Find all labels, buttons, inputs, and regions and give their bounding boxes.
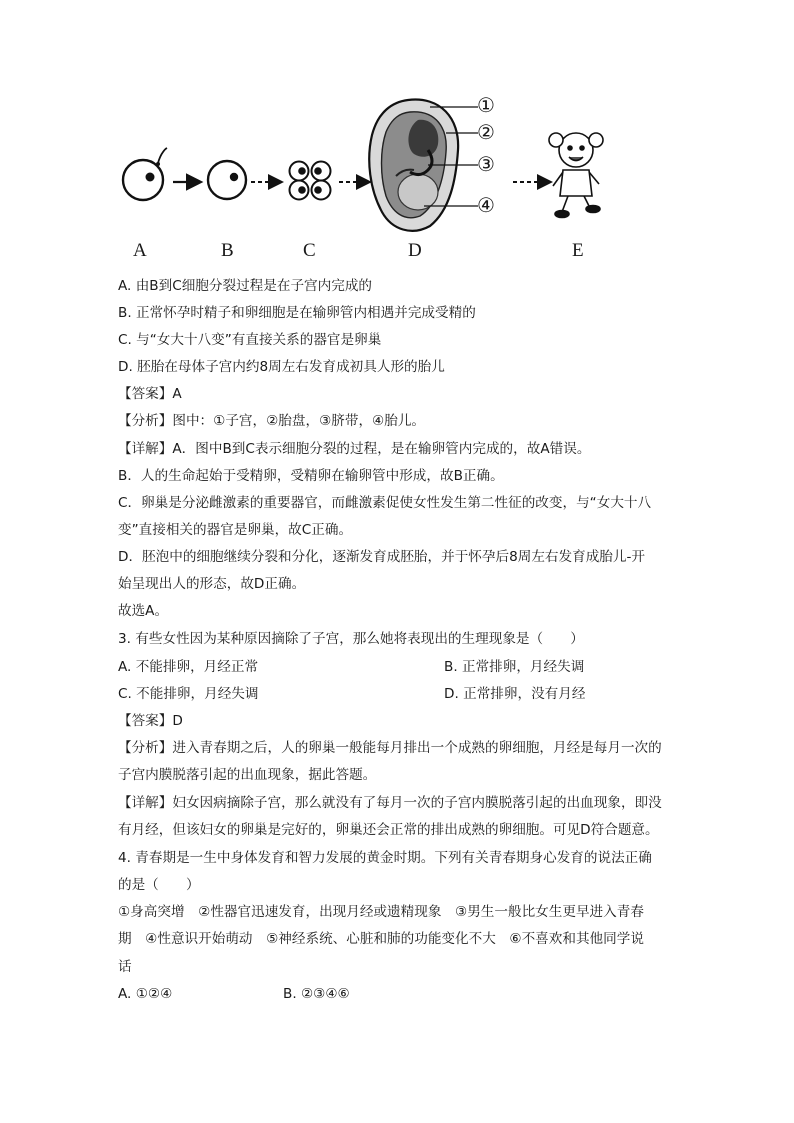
q2-detail-line: D．胚泡中的细胞继续分裂和分化，逐渐发育成胚胎，并于怀孕后8周左右发育成胎儿-开 (118, 549, 645, 565)
q4-statement-line: 期 ④性意识开始萌动 ⑤神经系统、心脏和肺的功能变化不大 ⑥不喜欢和其他同学说 (118, 931, 644, 947)
figure-label-c: C (303, 240, 316, 261)
figure-b-zygote (208, 161, 246, 199)
figure-c-cell-division (290, 162, 331, 200)
q2-detail-line: 始呈现出人的形态，故D正确。 (118, 576, 306, 592)
q3-answer: 【答案】D (118, 713, 183, 729)
q2-detail-line: 【详解】A．图中B到C表示细胞分裂的过程，是在输卵管内完成的，故A错误。 (118, 441, 591, 457)
figure-label-b: B (221, 240, 234, 261)
q4-statement-line: 话 (118, 959, 132, 975)
q4-option-a: A. ①②④ (118, 986, 173, 1002)
q4-option-b: B. ②③④⑥ (283, 986, 350, 1002)
q2-option-c: C. 与“女大十八变”有直接关系的器官是卵巢 (118, 332, 382, 348)
q2-detail-line: 变”直接相关的器官是卵巢，故C正确。 (118, 522, 353, 538)
q2-option-b: B. 正常怀孕时精子和卵细胞是在输卵管内相遇并完成受精的 (118, 305, 476, 321)
q3-option-d: D. 正常排卵，没有月经 (444, 686, 586, 702)
q2-analysis: 【分析】图中：①子宫，②胎盘，③脐带，④胎儿。 (118, 413, 426, 429)
q3-option-a: A. 不能排卵，月经正常 (118, 659, 259, 675)
q2-detail-line: 故选A。 (118, 603, 169, 619)
q2-option-d: D. 胚胎在母体子宫内约8周左右发育成初具人形的胎儿 (118, 359, 445, 375)
marker-3: ③ (477, 152, 495, 176)
marker-4: ④ (477, 193, 495, 217)
figure-label-e: E (572, 240, 584, 261)
q2-detail-line: C．卵巢是分泌雌激素的重要器官，而雌激素促使女性发生第二性征的改变，与“女大十八 (118, 495, 652, 511)
q3-detail-line: 有月经，但该妇女的卵巢是完好的，卵巢还会正常的排出成熟的卵细胞。可见D符合题意。 (118, 822, 659, 838)
q2-option-a: A. 由B到C细胞分裂过程是在子宫内完成的 (118, 278, 373, 294)
q3-option-b: B. 正常排卵，月经失调 (444, 659, 585, 675)
marker-2: ② (477, 120, 495, 144)
development-figure (0, 0, 794, 270)
q3-analysis-line: 【分析】进入青春期之后，人的卵巢一般能每月排出一个成熟的卵细胞，月经是每月一次的 (118, 740, 662, 756)
q4-statement-line: ①身高突增 ②性器官迅速发育，出现月经或遗精现象 ③男生一般比女生更早进入青春 (118, 904, 644, 920)
q3-stem: 3. 有些女性因为某种原因摘除了子宫，那么她将表现出的生理现象是（ ） (118, 631, 584, 647)
q2-detail-line: B．人的生命起始于受精卵，受精卵在输卵管中形成，故B正确。 (118, 468, 504, 484)
figure-e-girl (549, 133, 603, 218)
q4-stem-line: 的是（ ） (118, 877, 200, 893)
marker-1: ① (477, 93, 495, 117)
q3-analysis-line: 子宫内膜脱落引起的出血现象，据此答题。 (118, 767, 377, 783)
figure-a-fertilization (123, 148, 167, 200)
figure-label-d: D (408, 240, 422, 261)
q3-detail-line: 【详解】妇女因病摘除子宫，那么就没有了每月一次的子宫内膜脱落引起的出血现象，即没 (118, 795, 662, 811)
q2-answer: 【答案】A (118, 386, 182, 402)
q4-stem-line: 4. 青春期是一生中身体发育和智力发展的黄金时期。下列有关青春期身心发育的说法正确 (118, 850, 652, 866)
q3-option-c: C. 不能排卵，月经失调 (118, 686, 259, 702)
figure-label-a: A (133, 240, 147, 261)
